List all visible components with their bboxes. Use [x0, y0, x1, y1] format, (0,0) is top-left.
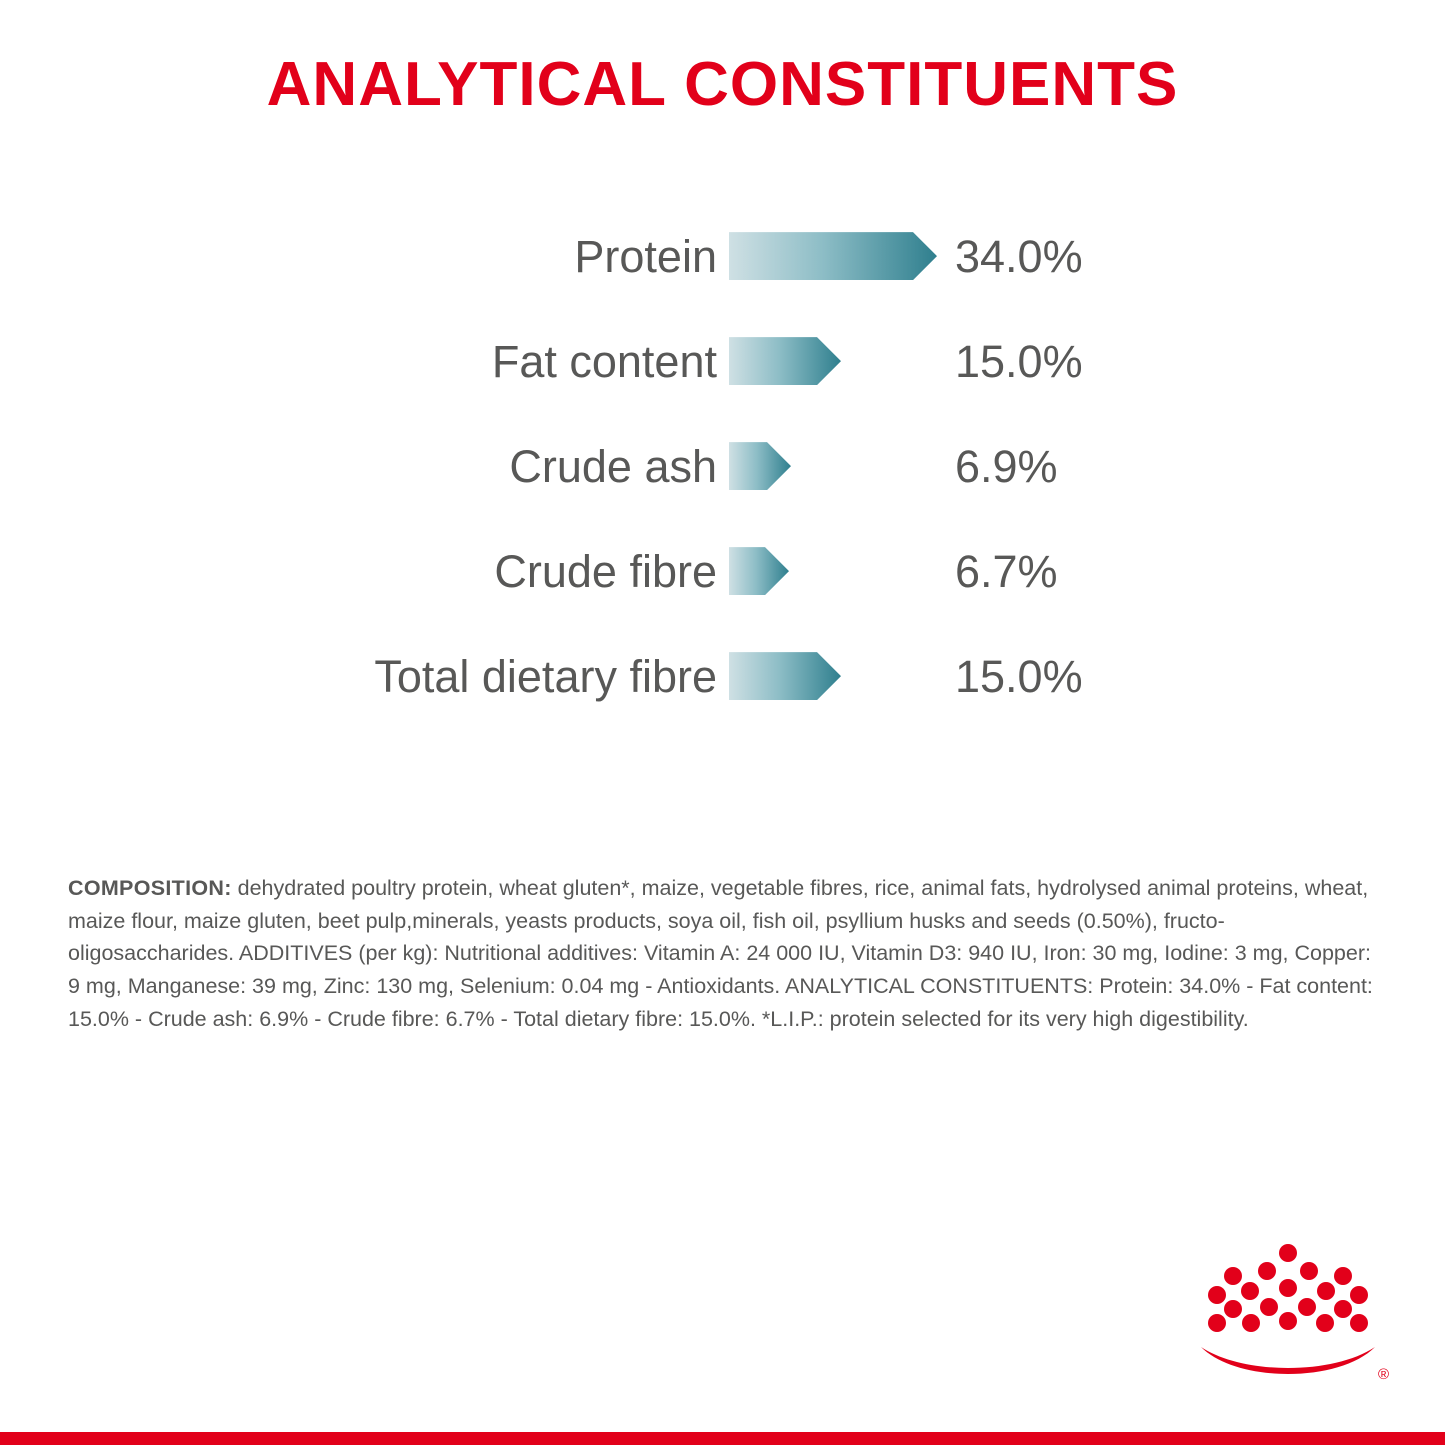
- composition-paragraph: [68, 872, 1377, 1035]
- chart-row-value: 15.0%: [955, 650, 1083, 702]
- chart-bar: [729, 337, 841, 385]
- chart-row-value: 6.7%: [955, 545, 1058, 597]
- chart-row-label: Crude fibre: [494, 545, 717, 597]
- chart-row: [0, 330, 1445, 392]
- chart-bar-wrapper: [729, 232, 937, 280]
- registered-trademark-symbol: ®: [1377, 1366, 1389, 1383]
- analytical-constituents-chart: [0, 225, 1445, 707]
- chart-row-value: 15.0%: [955, 335, 1083, 387]
- royal-canin-crown-logo: [1193, 1243, 1389, 1383]
- composition-text: dehydrated poultry protein, wheat gluten*, maize, vegetable fibres, rice, animal fats, hydrolysed animal proteins, wheat, maize flour, maize gluten, beet pulp,minerals, yeasts products, soya oil, fish oil, psyllium husks and seeds (0.50%), fructo-oligosaccharides. ADDITIVES (per kg): Nutritional additives: Vitamin A: 24 000 IU, Vitamin D3: 940 IU, Iron: 30 mg, Iodine: 3 mg, Copper: 9 mg, Manganese: 39 mg, Zinc: 130 mg, Selenium: 0.04 mg - Antioxidants. ANALYTICAL CONSTITUENTS: Protein: 34.0% - Fat content: 15.0% - Crude ash: 6.9% - Crude fibre: 6.7% - Total dietary fibre: 15.0%. *L.I.P.: protein selected for its very high digestibility.: [68, 876, 1373, 1031]
- chart-row: [0, 435, 1445, 497]
- bottom-accent-bar: [0, 1432, 1445, 1445]
- chart-bar-wrapper: [729, 337, 937, 385]
- chart-bar: [729, 232, 937, 280]
- chart-row-label: Fat content: [491, 335, 717, 387]
- chart-row: [0, 225, 1445, 287]
- chart-row-label: Protein: [574, 230, 717, 282]
- chart-row: [0, 540, 1445, 602]
- chart-row: [0, 645, 1445, 707]
- chart-row-label: Crude ash: [509, 440, 717, 492]
- chart-row-label: Total dietary fibre: [374, 650, 717, 702]
- chart-bar: [729, 547, 789, 595]
- chart-row-value: 6.9%: [955, 440, 1058, 492]
- chart-bar-wrapper: [729, 442, 937, 490]
- page-title: ANALYTICAL CONSTITUENTS: [266, 50, 1179, 119]
- chart-bar: [729, 442, 791, 490]
- composition-heading: COMPOSITION:: [68, 876, 232, 900]
- chart-bar-wrapper: [729, 547, 937, 595]
- crown-icon: [1193, 1243, 1383, 1383]
- chart-bar: [729, 652, 841, 700]
- chart-bar-wrapper: [729, 652, 937, 700]
- chart-row-value: 34.0%: [955, 230, 1083, 282]
